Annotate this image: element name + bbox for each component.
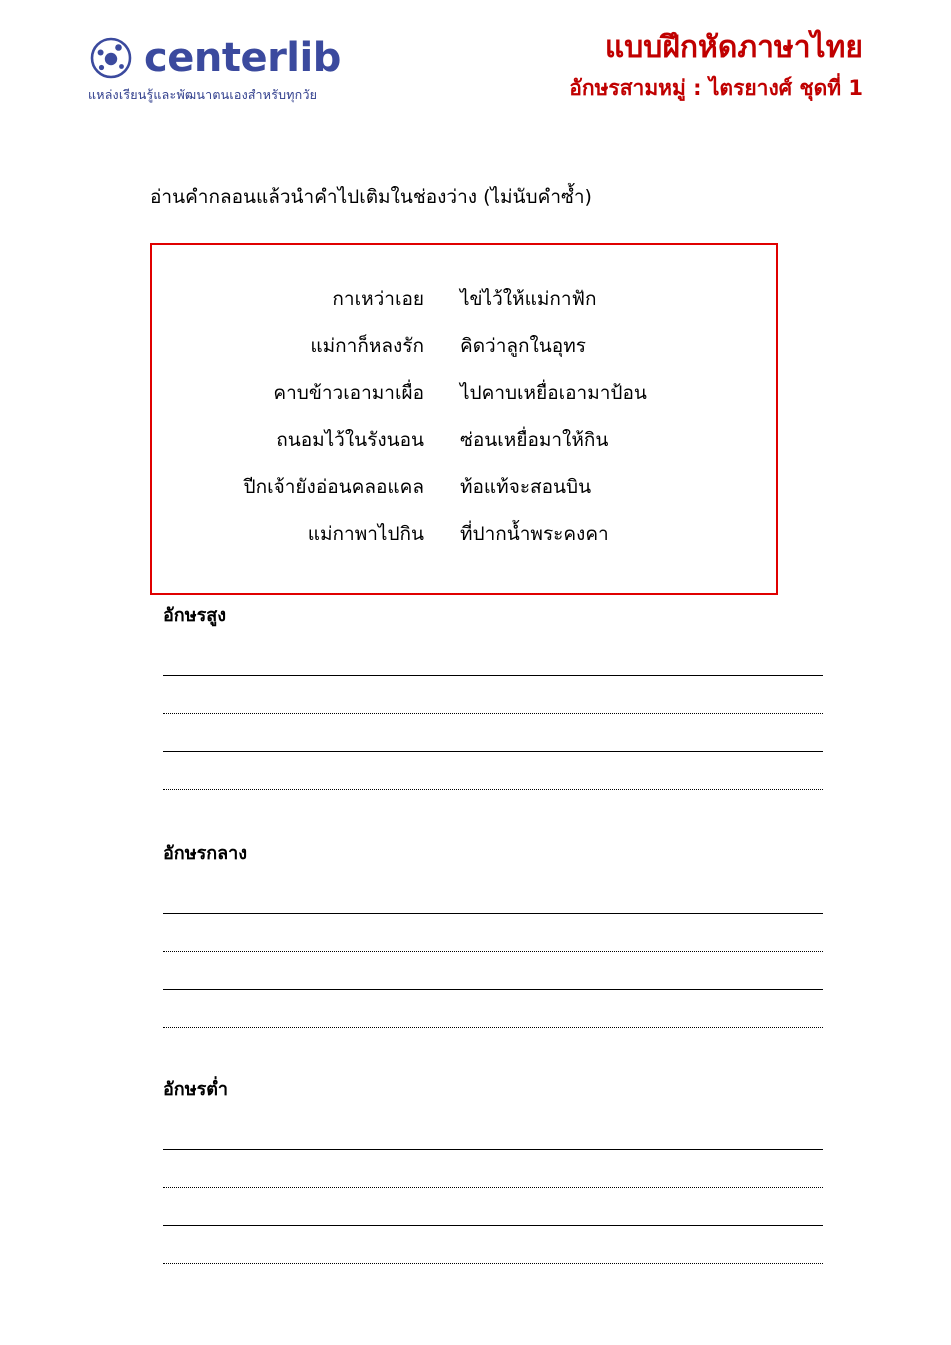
page-header [0, 30, 951, 140]
page-subtitle: อักษรสามหมู่ : ไตรยางศ์ ชุดที่ 1 [569, 76, 863, 100]
poem-line-left: ปีกเจ้ายังอ่อนคลอแคล [243, 475, 424, 498]
answer-line[interactable] [163, 914, 823, 952]
poem-row [152, 510, 776, 557]
logo-block [88, 35, 418, 105]
poem-line-left: แม่กาพาไปกิน [307, 522, 424, 545]
poem-box [150, 243, 778, 595]
answer-line[interactable] [163, 638, 823, 676]
poem-row [152, 416, 776, 463]
answer-lines-middle[interactable] [163, 876, 823, 1028]
answer-line[interactable] [163, 1150, 823, 1188]
poem-grid [152, 275, 776, 557]
poem-line-left: ถนอมไว้ในรังนอน [276, 428, 424, 451]
answer-lines-high[interactable] [163, 638, 823, 790]
logo-tagline: แหล่งเรียนรู้และพัฒนาตนเองสำหรับทุกวัย [88, 87, 318, 102]
poem-line-right: ไข่ไว้ให้แม่กาฟัก [460, 287, 597, 310]
poem-line-right: คิดว่าลูกในอุทร [460, 334, 586, 357]
section-label-middle: อักษรกลาง [163, 843, 248, 864]
answer-line[interactable] [163, 1226, 823, 1264]
answer-line[interactable] [163, 1112, 823, 1150]
answer-line[interactable] [163, 676, 823, 714]
poem-line-left: คาบข้าวเอามาเผื่อ [273, 381, 424, 404]
section-label-low: อักษรต่ำ [163, 1079, 229, 1100]
instruction-text: อ่านคำกลอนแล้วนำคำไปเติมในช่องว่าง (ไม่นับคำซ้ำ) [150, 186, 592, 208]
poem-line-right: ไปคาบเหยื่อเอามาป้อน [460, 381, 647, 404]
poem-line-right: ที่ปากน้ำพระคงคา [460, 522, 609, 545]
poem-line-left: แม่กาก็หลงรัก [310, 334, 424, 357]
poem-row [152, 275, 776, 322]
answer-line[interactable] [163, 952, 823, 990]
poem-line-right: ท้อแท้จะสอนบิน [460, 475, 592, 498]
page-title: แบบฝึกหัดภาษาไทย [604, 30, 863, 65]
answer-line[interactable] [163, 990, 823, 1028]
title-block [569, 30, 863, 101]
poem-row [152, 463, 776, 510]
answer-line[interactable] [163, 1188, 823, 1226]
poem-line-right: ซ่อนเหยื่อมาให้กิน [460, 428, 609, 451]
centerlib-logo-icon [88, 35, 134, 81]
answer-line[interactable] [163, 752, 823, 790]
poem-row [152, 322, 776, 369]
answer-line[interactable] [163, 876, 823, 914]
poem-row [152, 369, 776, 416]
section-label-high: อักษรสูง [163, 605, 227, 626]
poem-line-left: กาเหว่าเอย [332, 287, 424, 310]
answer-lines-low[interactable] [163, 1112, 823, 1264]
logo-wordmark: centerlib [144, 35, 341, 81]
answer-line[interactable] [163, 714, 823, 752]
